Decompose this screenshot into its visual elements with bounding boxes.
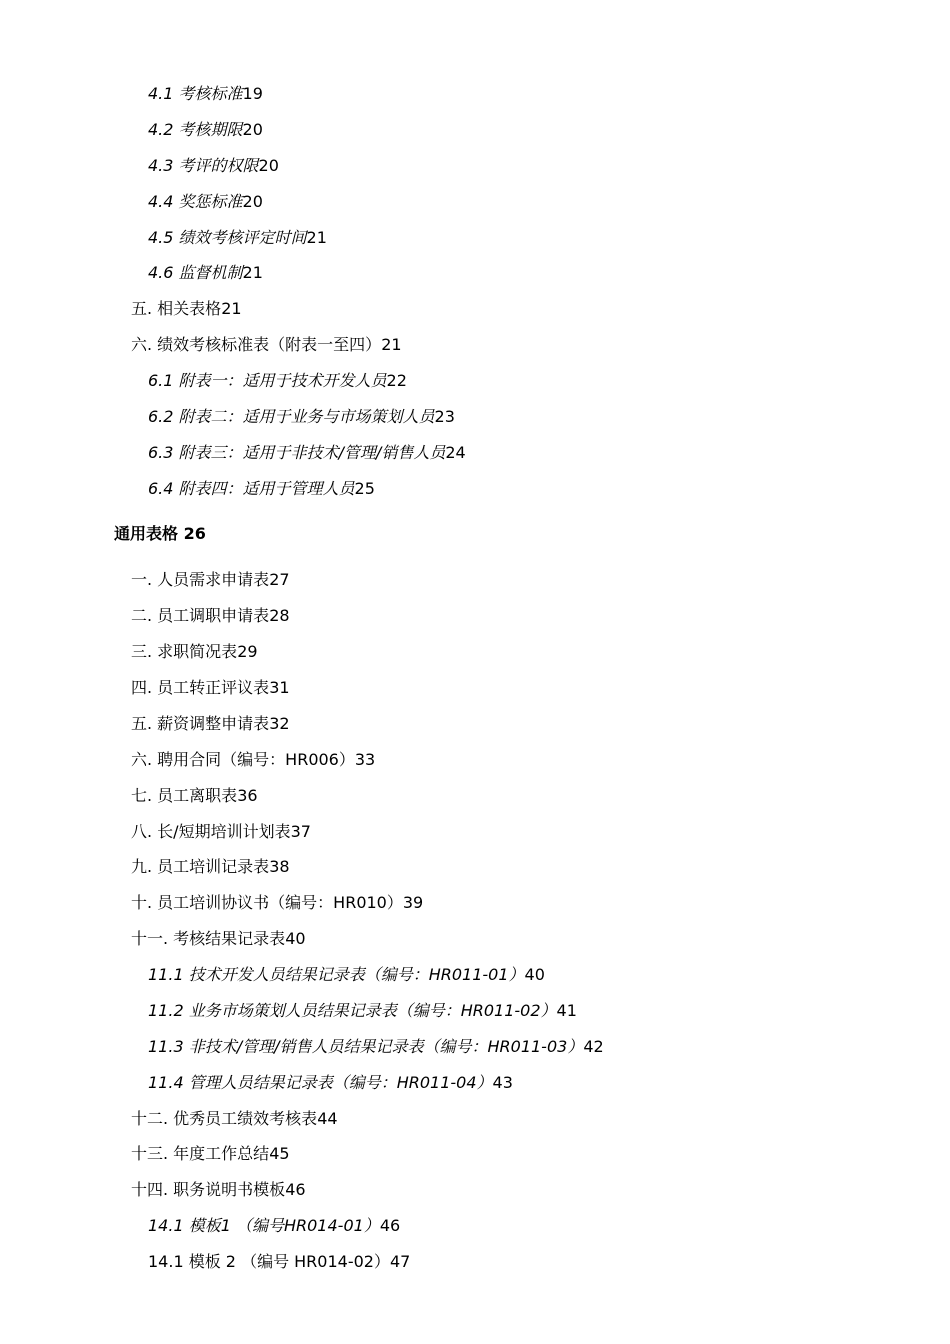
toc-entry-14-1-template-2[interactable] <box>148 1252 410 1272</box>
toc-entry-page-number: 31 <box>269 678 290 697</box>
toc-entry-4-3[interactable] <box>148 156 279 176</box>
toc-entry-form-14[interactable] <box>131 1180 306 1200</box>
toc-chapter-title: 通用表格 <box>114 524 179 543</box>
toc-entry-title: 4.5 绩效考核评定时间 <box>148 228 307 247</box>
toc-entry-page-number: 45 <box>269 1144 290 1163</box>
toc-entry-title: 6.4 附表四：适用于管理人员 <box>148 479 355 498</box>
toc-entry-form-13[interactable] <box>131 1144 290 1164</box>
toc-entry-11-1[interactable] <box>148 965 545 985</box>
toc-entry-title: 六. 绩效考核标准表（附表一至四） <box>131 335 382 354</box>
toc-entry-4-5[interactable] <box>148 228 327 248</box>
toc-entry-page-number: 20 <box>242 120 263 139</box>
toc-entry-form-12[interactable] <box>131 1109 338 1129</box>
toc-chapter-page-number: 26 <box>183 524 206 543</box>
toc-entry-title: 十四. 职务说明书模板 <box>131 1180 286 1199</box>
toc-entry-page-number: 40 <box>285 929 306 948</box>
toc-entry-title: 4.3 考评的权限 <box>148 156 259 175</box>
toc-entry-page-number: 21 <box>242 263 263 282</box>
toc-entry-page-number: 41 <box>556 1001 577 1020</box>
toc-entry-page-number: 32 <box>269 714 290 733</box>
toc-entry-6-2[interactable] <box>148 407 455 427</box>
toc-entry-section-5[interactable] <box>131 299 242 319</box>
toc-entry-4-6[interactable] <box>148 263 263 283</box>
toc-entry-page-number: 21 <box>221 299 242 318</box>
toc-entry-page-number: 28 <box>269 606 290 625</box>
toc-entry-page-number: 23 <box>434 407 455 426</box>
toc-entry-title: 14.1 模板 2 （编号 HR014-02） <box>148 1252 390 1271</box>
toc-entry-form-1[interactable] <box>131 570 290 590</box>
toc-entry-title: 十二. 优秀员工绩效考核表 <box>131 1109 318 1128</box>
toc-entry-6-1[interactable] <box>148 371 407 391</box>
toc-entry-page-number: 46 <box>379 1216 401 1235</box>
toc-entry-form-7[interactable] <box>131 786 258 806</box>
toc-entry-title: 4.2 考核期限 <box>148 120 243 139</box>
toc-entry-title: 十三. 年度工作总结 <box>131 1144 270 1163</box>
toc-entry-page-number: 19 <box>242 84 263 103</box>
toc-entry-form-11[interactable] <box>131 929 306 949</box>
toc-entry-title: 6.1 附表一：适用于技术开发人员 <box>148 371 387 390</box>
toc-entry-title: 14.1 模板1 （编号HR014-01） <box>148 1216 380 1235</box>
toc-entry-11-4[interactable] <box>148 1073 513 1093</box>
toc-entry-section-6[interactable] <box>131 335 402 355</box>
toc-entry-14-1-template-1[interactable] <box>148 1216 400 1236</box>
toc-entry-11-3[interactable] <box>148 1037 604 1057</box>
toc-entry-page-number: 39 <box>402 893 424 912</box>
toc-entry-title: 十. 员工培训协议书（编号：HR010） <box>131 893 403 912</box>
toc-entry-title: 二. 员工调职申请表 <box>131 606 270 625</box>
toc-entry-form-6[interactable] <box>131 750 375 770</box>
toc-entry-page-number: 44 <box>317 1109 338 1128</box>
toc-entry-page-number: 21 <box>306 228 327 247</box>
toc-entry-page-number: 37 <box>290 822 311 841</box>
toc-entry-4-1[interactable] <box>148 84 263 104</box>
toc-entry-title: 九. 员工培训记录表 <box>131 857 270 876</box>
toc-entry-page-number: 22 <box>386 371 407 390</box>
toc-entry-page-number: 21 <box>381 335 402 354</box>
toc-entry-6-4[interactable] <box>148 479 375 499</box>
toc-entry-title: 五. 薪资调整申请表 <box>131 714 270 733</box>
toc-entry-form-5[interactable] <box>131 714 290 734</box>
toc-entry-page-number: 25 <box>354 479 375 498</box>
toc-entry-page-number: 20 <box>242 192 263 211</box>
toc-entry-form-4[interactable] <box>131 678 290 698</box>
toc-entry-title: 七. 员工离职表 <box>131 786 238 805</box>
toc-entry-page-number: 47 <box>389 1252 411 1271</box>
toc-entry-page-number: 24 <box>445 443 466 462</box>
toc-entry-form-8[interactable] <box>131 822 311 842</box>
toc-chapter-general-forms[interactable] <box>114 524 206 544</box>
toc-entry-title: 4.6 监督机制 <box>148 263 243 282</box>
toc-entry-page-number: 38 <box>269 857 290 876</box>
toc-entry-form-3[interactable] <box>131 642 258 662</box>
toc-entry-title: 4.4 奖惩标准 <box>148 192 243 211</box>
toc-entry-page-number: 40 <box>524 965 545 984</box>
toc-entry-title: 八. 长/短期培训计划表 <box>131 822 291 841</box>
toc-entry-title: 五. 相关表格 <box>131 299 222 318</box>
toc-entry-title: 11.1 技术开发人员结果记录表（编号：HR011-01） <box>148 965 525 984</box>
toc-entry-page-number: 36 <box>237 786 258 805</box>
toc-entry-page-number: 20 <box>258 156 279 175</box>
toc-entry-page-number: 33 <box>354 750 376 769</box>
toc-entry-title: 六. 聘用合同（编号：HR006） <box>131 750 355 769</box>
toc-entry-page-number: 42 <box>583 1037 604 1056</box>
toc-entry-11-2[interactable] <box>148 1001 577 1021</box>
toc-entry-title: 4.1 考核标准 <box>148 84 243 103</box>
toc-entry-title: 十一. 考核结果记录表 <box>131 929 286 948</box>
toc-entry-title: 11.2 业务市场策划人员结果记录表（编号：HR011-02） <box>148 1001 557 1020</box>
toc-entry-title: 11.3 非技术/管理/销售人员结果记录表（编号：HR011-03） <box>148 1037 584 1056</box>
toc-entry-title: 一. 人员需求申请表 <box>131 570 270 589</box>
toc-entry-page-number: 29 <box>237 642 258 661</box>
toc-entry-title: 三. 求职简况表 <box>131 642 238 661</box>
toc-entry-page-number: 27 <box>269 570 290 589</box>
toc-entry-6-3[interactable] <box>148 443 466 463</box>
toc-entry-form-9[interactable] <box>131 857 290 877</box>
toc-entry-title: 6.3 附表三：适用于非技术/管理/销售人员 <box>148 443 446 462</box>
toc-entry-page-number: 46 <box>285 1180 306 1199</box>
toc-entry-4-2[interactable] <box>148 120 263 140</box>
toc-entry-title: 11.4 管理人员结果记录表（编号：HR011-04） <box>148 1073 493 1092</box>
toc-entry-page-number: 43 <box>492 1073 513 1092</box>
toc-entry-title: 四. 员工转正评议表 <box>131 678 270 697</box>
toc-entry-4-4[interactable] <box>148 192 263 212</box>
toc-entry-form-10[interactable] <box>131 893 423 913</box>
toc-entry-title: 6.2 附表二：适用于业务与市场策划人员 <box>148 407 435 426</box>
toc-entry-form-2[interactable] <box>131 606 290 626</box>
